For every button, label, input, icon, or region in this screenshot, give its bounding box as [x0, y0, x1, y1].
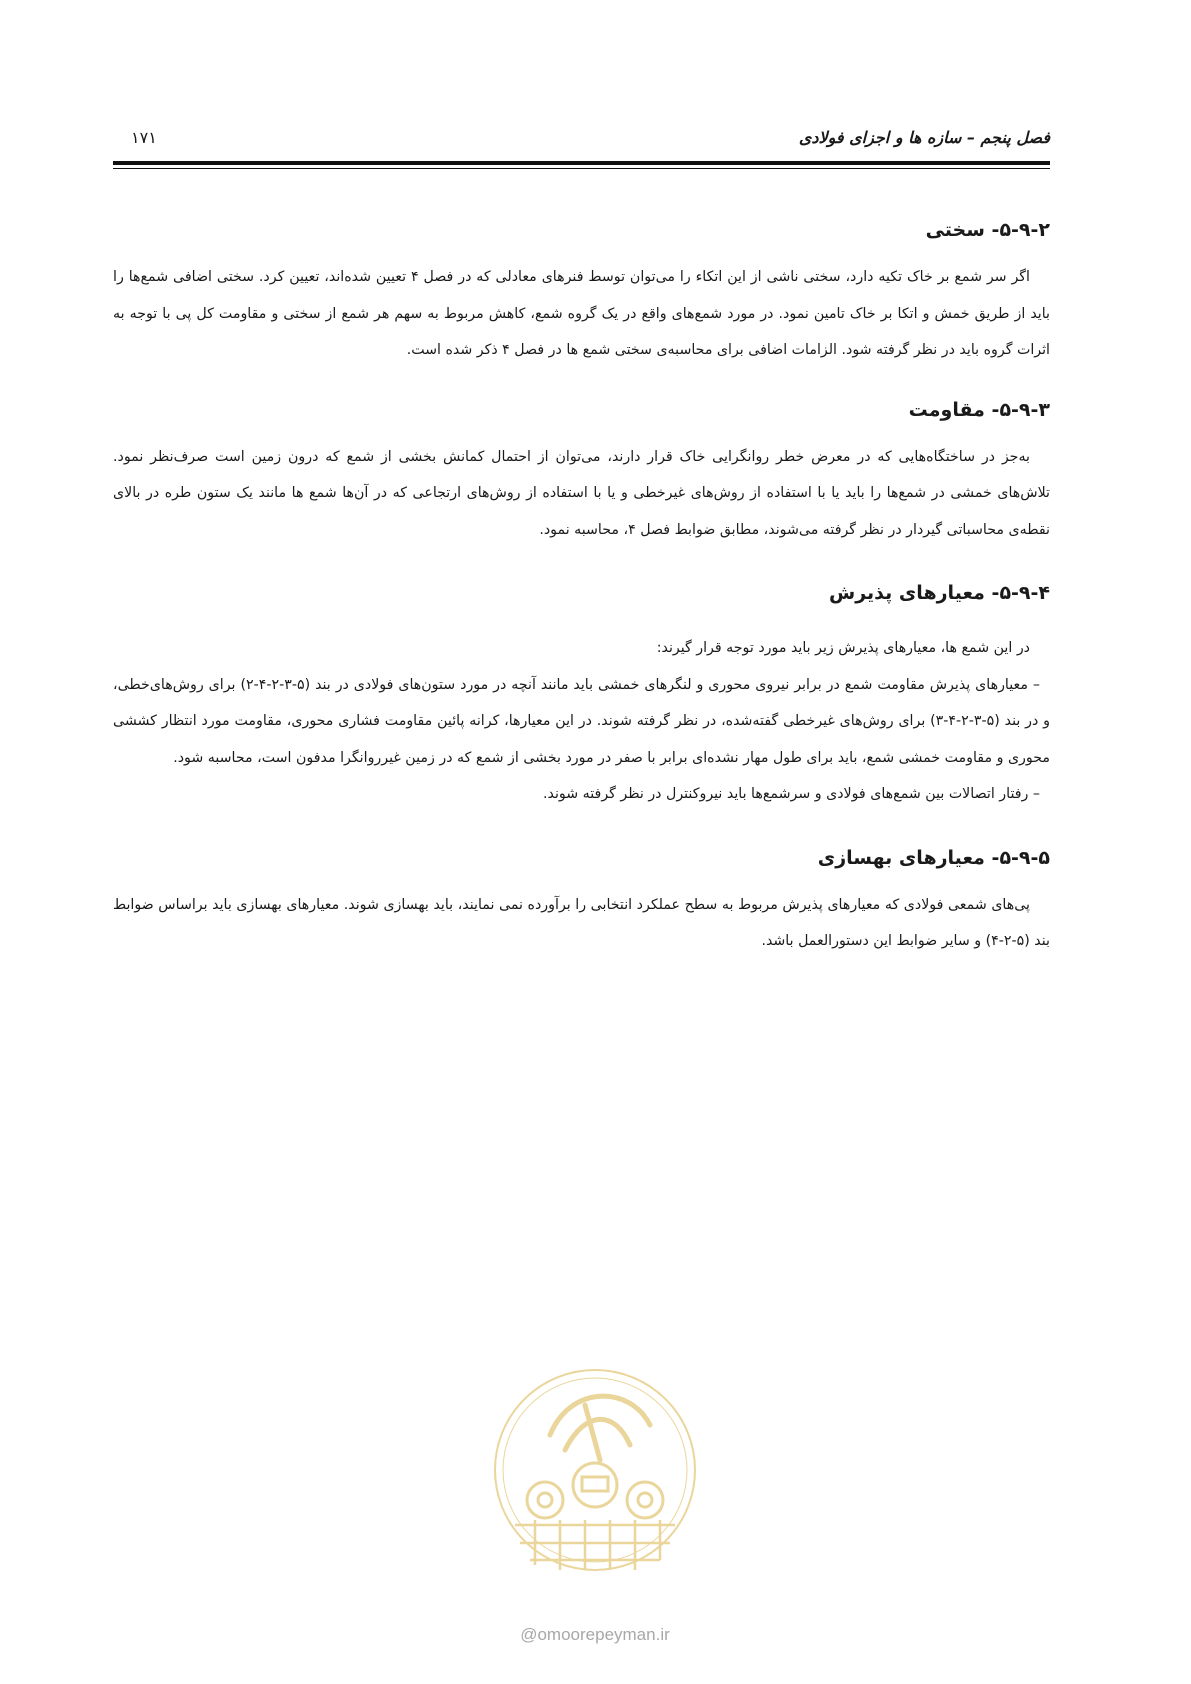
paragraph: اگر سر شمع بر خاک تکیه دارد، سختی ناشی از این اتکاء را می‌توان توسط فنرهای معادلی که در فصل ۴ تعیین شده‌اند، تعیین کرد. سختی اضافی شمع‌ها را باید از طریق خمش و اتکا بر خاک تامین نمود. در مورد شمع‌های واقع در یک گروه شمع، کاهش مربوط به سهم هر شمع از سختی و مقاومت کل پی با توجه به اثرات گروه باید در نظر گرفته شود. الزامات اضافی برای محاسبه‌ی سختی شمع ها در فصل ۴ ذکر شده است.: [113, 269, 1050, 358]
page-number: ۱۷۱: [131, 128, 157, 147]
section-stiffness: [113, 215, 1050, 369]
section-acceptance-criteria: [113, 578, 1050, 813]
section-strength: [113, 395, 1050, 549]
running-header: [113, 128, 1050, 158]
section-heading: ۵-۹-۴- معیارهای پذیرش: [829, 582, 1050, 604]
paragraph: پی‌های شمعی فولادی که معیارهای پذیرش مربوط به سطح عملکرد انتخابی را برآورده نمی نمایند، باید بهسازی شوند. معیارهای بهسازی باید براساس ضوابط بند (۵-۲-۴) و سایر ضوابط این دستورالعمل باشد.: [113, 896, 1050, 949]
header-rule-thick: [113, 161, 1050, 165]
watermark-logo: [490, 1365, 700, 1615]
paragraph: به‌جز در ساختگاه‌هایی که در معرض خطر روانگرایی خاک قرار دارند، می‌توان از احتمال کمانش بخشی از شمع که درون زمین است صرف‌نظر نمود. تلاش‌های خمشی در شمع‌ها را باید یا با استفاده از روش‌های غیرخطی و یا با استفاده از روش‌های ارتجاعی که در آن‌ها شمع ها مانند یک ستون طره در بالای نقطه‌ی محاسباتی گیردار در نظر گرفته می‌شوند، مطابق ضوابط فصل ۴، محاسبه نمود.: [113, 448, 1050, 538]
page-body: [113, 215, 1050, 960]
bullet-item: – رفتار اتصالات بین شمع‌های فولادی و سرشمع‌ها باید نیروکنترل در نظر گرفته شوند.: [543, 786, 1040, 802]
section-retrofit-criteria: [113, 843, 1050, 960]
section-heading: ۵-۹-۲- سختی: [925, 219, 1050, 241]
section-heading: ۵-۹-۳- مقاومت: [908, 398, 1050, 421]
paragraph: در این شمع ها، معیارهای پذیرش زیر باید مورد توجه قرار گیرند:: [656, 640, 1030, 656]
watermark-site-text: @omoorepeyman.ir: [520, 1625, 670, 1644]
bullet-item: – معیارهای پذیرش مقاومت شمع در برابر نیروی محوری و لنگرهای خمشی باید مانند آنچه در مورد ستون‌های فولادی در بند (۵-۳-۲-۴-۲) برای روش‌های‌خطی، و در بند (۵-۳-۲-۴-۳) برای روش‌های غیرخطی گفته‌شده، در نظر گرفته شوند. در این معیارها، کرانه پائین مقاومت فشاری محوری، مقاومت مورد انتظار کششی محوری و مقاومت خمشی شمع، باید برای طول مهار نشده‌ای برابر با صفر در مورد بخشی از شمع که در زمین غیرروانگرا مدفون است، محاسبه شود.: [113, 676, 1050, 766]
header-rule-thin: [113, 168, 1050, 169]
header-title: فصل پنجم – سازه ها و اجزای فولادی: [798, 128, 1050, 147]
section-heading: ۵-۹-۵- معیارهای بهسازی: [817, 846, 1050, 869]
